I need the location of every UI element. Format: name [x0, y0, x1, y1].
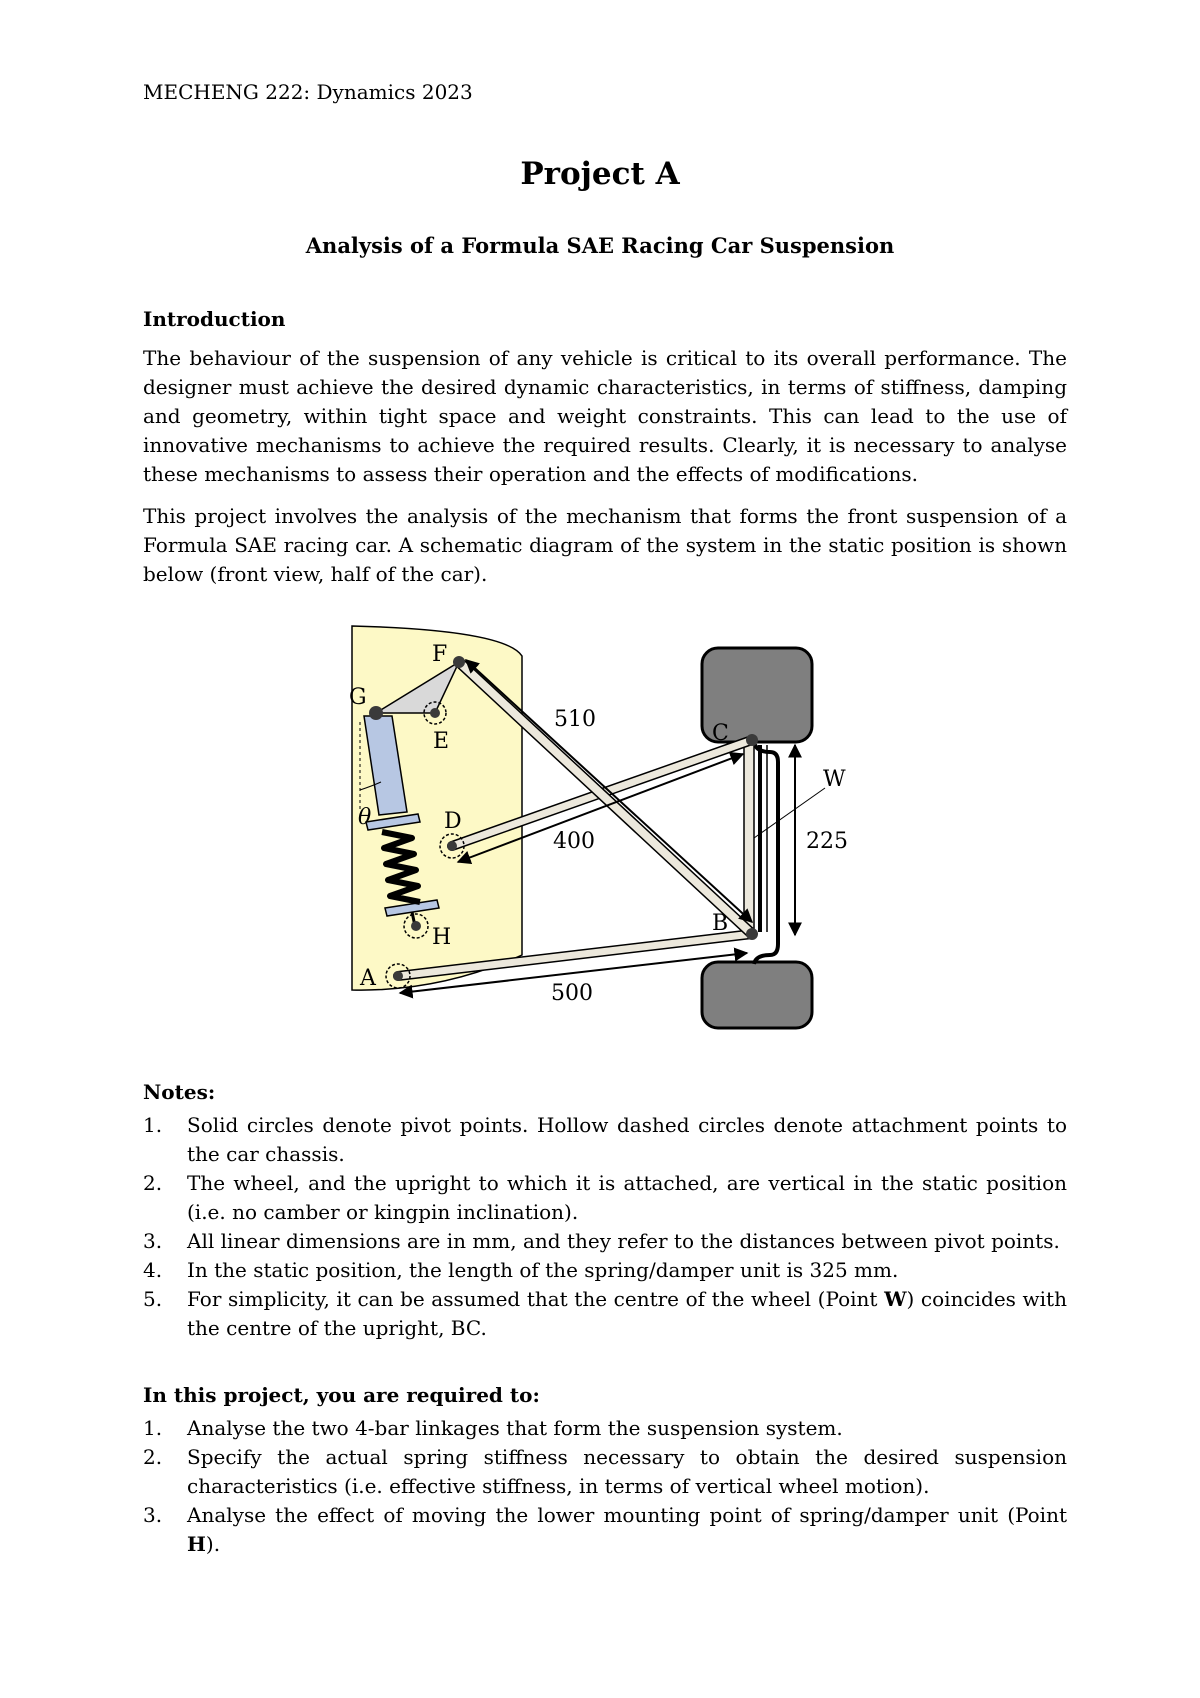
pivot-d	[447, 841, 457, 851]
note-number: 4.	[143, 1258, 163, 1282]
label-f: F	[432, 642, 448, 667]
label-a: A	[360, 966, 376, 991]
note-text	[187, 1285, 1067, 1343]
label-b: B	[712, 911, 729, 936]
note-item	[143, 1256, 1067, 1285]
pivot-c	[746, 734, 758, 746]
dim-label-225: 225	[806, 829, 848, 854]
dim-label-510: 510	[554, 707, 596, 732]
suspension-diagram	[349, 620, 848, 1040]
note-text: The wheel, and the upright to which it is attached, are vertical in the static position (i.e. no camber or kingpin inclination).	[187, 1171, 1067, 1224]
label-d: D	[444, 809, 462, 834]
pivot-e	[430, 708, 440, 718]
pivot-f	[453, 656, 465, 668]
requirements-list	[143, 1414, 1067, 1559]
note-item	[143, 1111, 1067, 1169]
note-item	[143, 1169, 1067, 1227]
label-w: W	[823, 767, 846, 792]
note-number: 5.	[143, 1287, 163, 1311]
note-text-post: ) coincides with the centre of the upright, BC.	[187, 1287, 1067, 1340]
requirement-text-bold: H	[187, 1532, 206, 1556]
note-number: 2.	[143, 1171, 163, 1195]
page-subtitle: Analysis of a Formula SAE Racing Car Suspension	[305, 233, 895, 258]
suspension-svg	[349, 620, 848, 1040]
requirement-text: Analyse the two 4-bar linkages that form the suspension system.	[187, 1416, 843, 1440]
pivot-h	[411, 921, 421, 931]
requirement-text: Specify the actual spring stiffness necessary to obtain the desired suspension characteristics (i.e. effective stiffness, in terms of vertical wheel motion).	[187, 1445, 1067, 1498]
note-text: In the static position, the length of the spring/damper unit is 325 mm.	[187, 1258, 899, 1282]
introduction-heading: Introduction	[143, 307, 286, 331]
requirement-item	[143, 1501, 1067, 1559]
requirement-item	[143, 1414, 1067, 1443]
note-text: Solid circles denote pivot points. Hollow dashed circles denote attachment points to the car chassis.	[187, 1113, 1067, 1166]
note-text-pre: For simplicity, it can be assumed that the centre of the wheel (Point	[187, 1287, 885, 1311]
tyre-bottom	[702, 962, 812, 1028]
notes-heading: Notes:	[143, 1080, 216, 1104]
requirement-item	[143, 1443, 1067, 1501]
intro-paragraph-1: The behaviour of the suspension of any vehicle is critical to its overall performance. The designer must achieve the desired dynamic characteristics, in terms of stiffness, damping and geometry, within tight space and weight constraints. This can lead to the use of innovative mechanisms to achieve the required results. Clearly, it is necessary to analyse these mechanisms to assess their operation and the effects of modifications.	[143, 346, 1067, 486]
pivot-a	[393, 971, 403, 981]
label-e: E	[433, 729, 450, 754]
requirement-text-pre: Analyse the effect of moving the lower mounting point of spring/damper unit (Point	[187, 1503, 1067, 1527]
label-g: G	[349, 685, 367, 710]
upright-bc	[744, 740, 754, 935]
dim-label-500: 500	[551, 981, 593, 1006]
label-c: C	[712, 721, 729, 746]
note-text-bold: W	[884, 1287, 907, 1311]
note-number: 3.	[143, 1229, 163, 1253]
note-item	[143, 1227, 1067, 1256]
note-text: All linear dimensions are in mm, and they refer to the distances between pivot points.	[187, 1229, 1060, 1253]
intro-paragraph-2: This project involves the analysis of the mechanism that forms the front suspension of a Formula SAE racing car. A schematic diagram of the system in the static position is shown below (front view, half of the car).	[143, 504, 1067, 586]
pivot-g	[369, 706, 383, 720]
note-item	[143, 1285, 1067, 1343]
note-number: 1.	[143, 1113, 163, 1137]
pivot-b	[746, 928, 758, 940]
requirement-number: 1.	[143, 1416, 163, 1440]
label-theta: θ	[358, 805, 372, 830]
course-header: MECHENG 222: Dynamics 2023	[143, 80, 473, 104]
dim-label-400: 400	[553, 829, 595, 854]
requirement-text	[187, 1501, 1067, 1559]
requirement-number: 2.	[143, 1445, 163, 1469]
wheel-rim	[754, 742, 778, 964]
label-h: H	[432, 925, 452, 950]
requirements-heading: In this project, you are required to:	[143, 1383, 540, 1407]
requirement-text-post: ).	[205, 1532, 221, 1556]
notes-list	[143, 1111, 1067, 1343]
page-title: Project A	[520, 156, 680, 192]
requirement-number: 3.	[143, 1503, 163, 1527]
